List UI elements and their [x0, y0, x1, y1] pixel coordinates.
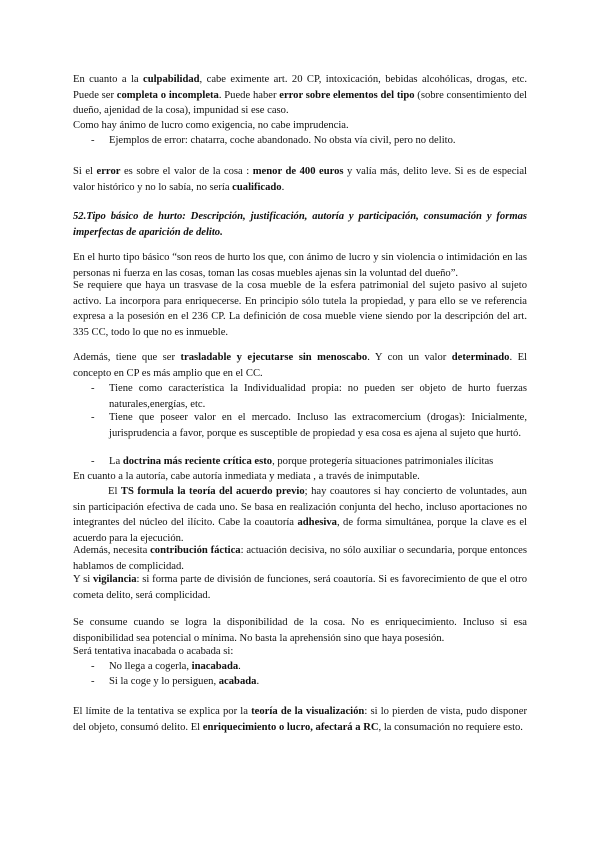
text-run: ; hay coautores si hay concierto de voluntades, aun sin participación efectiva de cada uno. Se basa en realización conjunta del hecho, incluso aportaciones no integrantes del núcleo del ilícito. Cabe la coautoría [73, 486, 527, 528]
bold-term: doctrina más reciente crítica esto [122, 456, 273, 467]
paragraph-visualizacion [73, 704, 527, 735]
text-run: , la consumación no requiere esto. [378, 721, 523, 733]
bold-term: error [96, 166, 121, 177]
text-run: . Puede haber [218, 89, 280, 101]
bold-term: acabada [218, 676, 257, 687]
list-dash: - [91, 412, 95, 423]
bold-term: culpabilidad [143, 74, 200, 85]
list-item-acabada [109, 674, 527, 690]
text-run: , porque protegería situaciones patrimoniales ilícitas [272, 456, 494, 467]
bold-term: inacabada [191, 661, 239, 672]
bold-term: teoría de la visualización [251, 706, 365, 717]
list-dash: - [91, 456, 95, 467]
list-dash: - [91, 661, 95, 672]
paragraph-tentativa: Será tentativa inacabada o acabada si: [73, 646, 234, 657]
list-item-individualidad: Tiene como característica la Individualidad propia: no pueden ser objeto de hurto fuerzas naturales,energías, etc. [109, 383, 527, 410]
paragraph-consumacion: Se consume cuando se logra la disponibilidad de la cosa. No es enriquecimiento. Incluso si esa disponibilidad sea potencial o mínima. No basta la aprehensión sino que haya posesión. [73, 617, 527, 644]
text-run: El [108, 486, 121, 497]
text-run: . Y con un valor [367, 352, 452, 363]
bold-term: enriquecimiento o lucro, afectará a RC [202, 721, 379, 733]
text-run: es sobre el valor de la cosa : [120, 166, 253, 177]
bold-term: cualificado [232, 181, 282, 193]
text-run: . [238, 661, 241, 672]
text-run: Si el [73, 166, 97, 177]
paragraph-culpabilidad [73, 72, 527, 119]
text-run: En cuanto a la [73, 74, 144, 85]
paragraph-error-valor [73, 164, 527, 195]
bold-term: error sobre elementos del tipo [279, 89, 415, 101]
paragraph-acuerdo-previo [73, 484, 527, 546]
text-run: La [109, 456, 123, 467]
text-run: . El concepto en CP es más amplio que en el CC. [73, 352, 527, 379]
paragraph-autoria: En cuanto a la autoría, cabe autoría inmediata y mediata , a través de inimputable. [73, 471, 420, 482]
bold-term: completa o incompleta [116, 89, 219, 101]
bold-term: menor de 400 euros [252, 166, 344, 177]
text-run: Si la coge y lo persiguen, [109, 676, 219, 687]
text-run: : si forma parte de división de funciones, será coautoría. Si es favorecimiento de que el otro cometa delito, será complicidad. [73, 574, 527, 601]
list-dash: - [91, 383, 95, 394]
bold-term: trasladable y ejecutarse sin menoscabo [180, 352, 368, 363]
text-run: : actuación decisiva, no sólo auxiliar o secundaria, porque entonces hablamos de complicidad. [73, 545, 527, 572]
text-run: , de forma simultánea, porque la clave es el acuerdo para la ejecución. [73, 517, 527, 544]
paragraph-contribucion [73, 543, 527, 574]
bold-term: TS formula la teoría del acuerdo previo [120, 486, 305, 497]
text-run: : si lo pierden de vista, pudo disponer del objeto, consumó delito. El [73, 706, 527, 733]
list-dash: - [91, 676, 95, 687]
list-item-doctrina [109, 454, 527, 470]
paragraph-vigilancia [73, 572, 527, 603]
list-dash: - [91, 135, 95, 146]
section-heading: 52.Tipo básico de hurto: Descripción, justificación, autoría y participación, consumación y formas imperfectas de aparición de delito. [73, 211, 527, 238]
paragraph-trasladable [73, 350, 527, 381]
list-item-error-examples: Ejemplos de error: chatarra, coche abandonado. No obsta vía civil, pero no delito. [109, 135, 456, 146]
text-run: El límite de la tentativa se explica por la [73, 706, 252, 717]
list-item-inacabada [109, 659, 527, 675]
text-run: Y si [73, 574, 93, 585]
paragraph-trasvase: Se requiere que haya un trasvase de la cosa mueble de la esfera patrimonial del sujeto pasivo al sujeto activo. La incorpora para enriquecerse. En principio sólo tutela la propiedad, y para ello se ve referencia expresa a la posesión en el 236 CP. La definición de cosa mueble viene siendo por la descripción del art. 335 CC, todo lo que no es inmueble. [73, 280, 527, 338]
text-run: . [281, 181, 285, 193]
text-run: (sobre consentimiento del dueño, ajenidad de la cosa), impunidad si ese caso. [73, 89, 527, 116]
text-run: . [256, 676, 260, 687]
bold-term: determinado [451, 352, 510, 363]
list-item-valor-mercado: Tiene que poseer valor en el mercado. Incluso las extracomercium (drogas): Inicialmente, jurisprudencia a favor, porque es susceptible de propiedad y esa cosa es ajena al sujeto que hurtó. [109, 412, 527, 439]
text-run: No llega a cogerla, [109, 661, 192, 672]
bold-term: contribución fáctica [150, 545, 241, 556]
text-run: Además, tiene que ser [73, 352, 181, 363]
paragraph-definicion-hurto: En el hurto tipo básico “son reos de hurto los que, con ánimo de lucro y sin violencia o intimidación en las personas ni fuerza en las cosas, toman las cosas muebles ajenas sin la voluntad del dueño”. [73, 252, 527, 279]
bold-term: vigilancia [92, 574, 137, 585]
text-run: , cabe eximente art. 20 CP, intoxicación, bebidas alcohólicas, drogas, etc. Puede ser [73, 74, 527, 101]
text-run: Además, necesita [73, 545, 151, 556]
paragraph-imprudencia: Como hay ánimo de lucro como exigencia, no cabe imprudencia. [73, 120, 349, 131]
text-run: y valía más, delito leve. Si es de especial valor histórico y no lo sabía, no sería [73, 166, 528, 193]
bold-term: adhesiva [297, 517, 337, 528]
